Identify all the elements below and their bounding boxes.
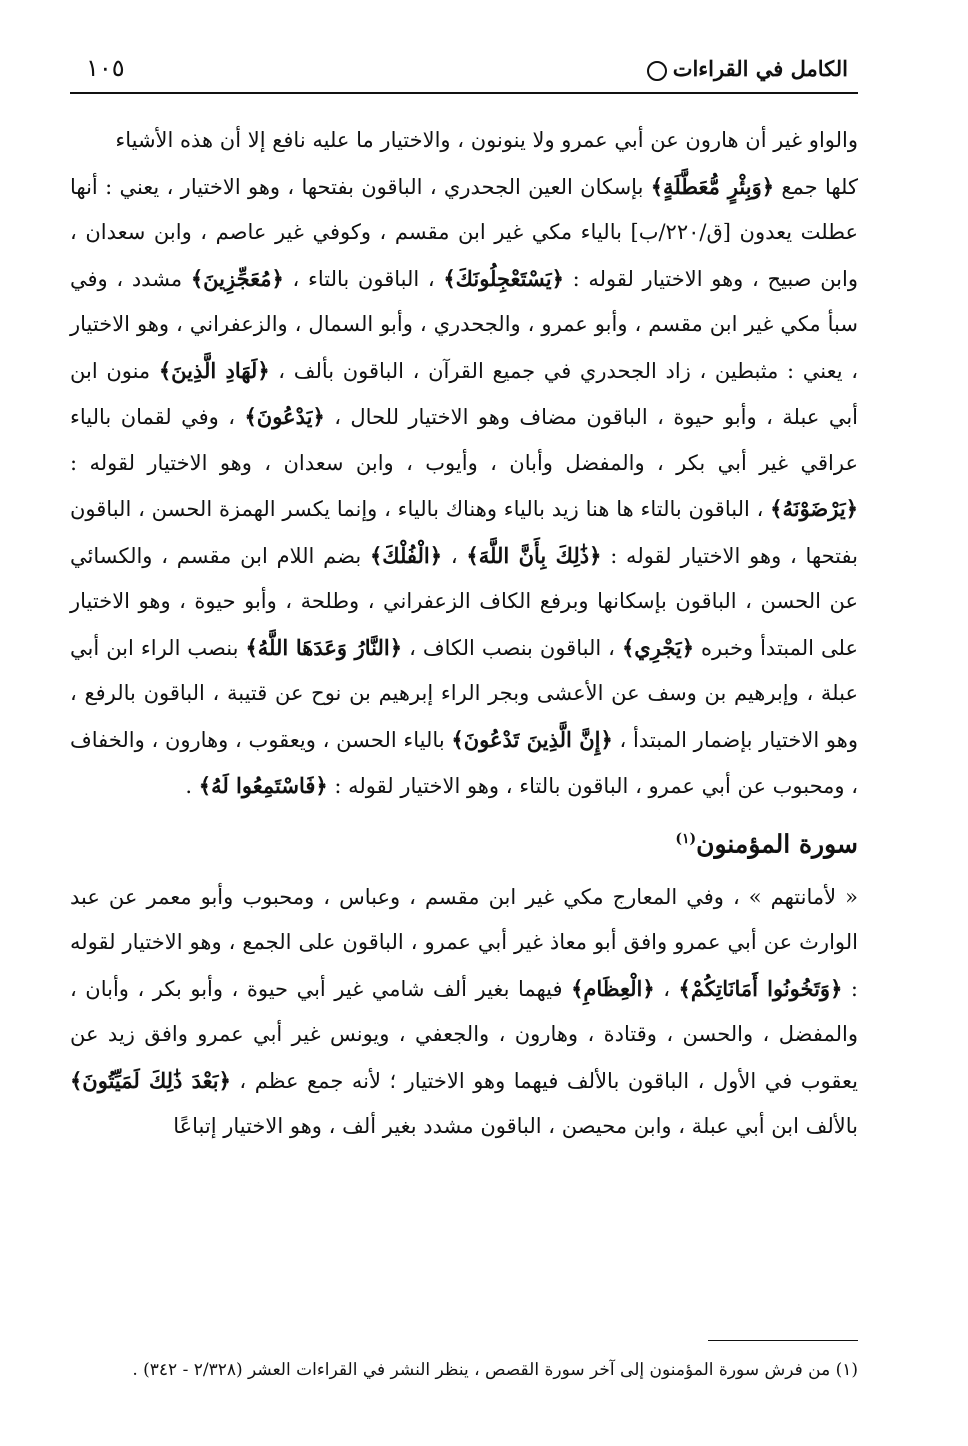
text-run: ، <box>654 976 679 1001</box>
quran-quote: ﴿فَاسْتَمِعُوا لَهُ﴾ <box>198 773 328 798</box>
quran-quote: ﴿بَعْدَ ذَٰلِكَ لَمَيِّتُونَ﴾ <box>70 1067 231 1093</box>
footnote-marker: (١) <box>675 830 697 847</box>
quran-quote: ﴿ذَٰلِكَ بِأَنَّ اللَّهَ﴾ <box>466 542 602 568</box>
quran-quote: ﴿النَّارُ وَعَدَهَا اللَّهُ﴾ <box>245 634 403 660</box>
page <box>70 40 858 1420</box>
quran-quote: ﴿يَدْعُونَ﴾ <box>244 404 325 429</box>
text-run: ، وفي لقمان بالياء عراقي غير أبي بكر ، والمفضل وأبان ، وأيوب ، وابن سعدان ، وهو الاختيار لقوله : <box>70 405 858 475</box>
header-divider <box>70 92 858 94</box>
text-run: ، <box>442 543 467 568</box>
quran-quote: ﴿مُعَجِّزِينَ﴾ <box>190 265 284 291</box>
text-run: ، الباقون بالتاء ها هنا زيد بالياء وهناك بالياء ، وإنما يكسر الهمزة الحسن ، الباقون بفتحها ، وهو الاختيار لقوله : <box>70 497 858 568</box>
quran-quote: ﴿وَتَخُونُوا أَمَانَاتِكُمْ﴾ <box>678 975 843 1001</box>
text-run: ، الباقون بالتاء ، <box>283 266 444 291</box>
paragraph-2 <box>70 875 858 1150</box>
quran-quote: ﴿إِنَّ الَّذِينَ تَدْعُونَ﴾ <box>451 726 613 752</box>
text-run: منون ابن أبي عبلة ، وأبو حيوة ، الباقون مضاف وهو الاختيار للحال ، <box>70 358 858 429</box>
running-title-text: الكامل في القراءات <box>672 56 848 81</box>
text-run: بإسكان العين الجحدري ، الباقون بفتحها ، وهو الاختيار ، يعني : أنها عطلت يعدون [ق/٢٢٠/ب] بالياء مكي غير ابن مقسم ، وكوفي غير عاصم ، وابن سعدان ، وابن صبيح ، وهو الاختيار لقوله : <box>70 174 859 291</box>
text-run: بضم اللام ابن مقسم ، والكسائي عن الحسن ، الباقون بإسكانها وبرفع الكاف الزعفراني ، وطلحة ، وأبو حيوة ، وهو الاختيار على المبتدأ وخبره <box>70 543 859 660</box>
quran-quote: ﴿يَرْضَوْنَهُ﴾ <box>770 496 858 521</box>
text-run: بالألف ابن أبي عبلة ، وابن محيصن ، الباقون مشدد بغير ألف ، وهو الاختيار إتباعًا <box>173 1114 858 1139</box>
quran-quote: ﴿الْفُلْكَ﴾ <box>369 542 443 568</box>
footnote: (١) من فرش سورة المؤمنون إلى آخر سورة القصص ، ينظر النشر في القراءات العشر (٢/٣٢٨ - ٣٤٢) . <box>132 1360 858 1380</box>
text-run: بنصب الراء ابن أبي عبلة ، وإبرهيم بن وسف عن الأعشى وبجر الراء إبرهيم بن نوح عن قتيبة ، الباقون بالرفع ، وهو الاختيار بإضمار المبتدأ ، <box>70 635 858 752</box>
quran-quote: ﴿وَبِئْرٍ مُّعَطَّلَةٍ﴾ <box>650 173 775 199</box>
text-run: . <box>185 774 199 798</box>
circle-ornament-icon <box>647 61 667 81</box>
text-run: مشدد ، وفي سبأ مكي غير ابن مقسم ، وأبو عمرو ، والجحدري ، وأبو السمال ، والزعفراني ، وهو الاختيار ، يعني : مثبطين ، زاد الجحدري في جميع القرآن ، الباقون بألف ، <box>70 266 858 383</box>
page-number: ١٠٥ <box>86 54 125 82</box>
surah-heading <box>70 814 858 869</box>
quran-quote: ﴿لَهَادِ الَّذِينَ﴾ <box>158 357 270 383</box>
text-run: « لأمانتهم » ، وفي المعارج مكي غير ابن مقسم ، وعباس ، ومحبوب وأبو معمر عن عبد الوارث عن أبي عمرو وافق أبو معاذ غير أبي عمرو ، الباقون على الجمع ، وهو الاختيار لقوله : <box>70 884 858 1001</box>
quran-quote: ﴿يَجْرِي﴾ <box>621 634 695 660</box>
running-title <box>647 56 848 81</box>
body-text <box>70 118 858 1150</box>
quran-quote: ﴿الْعِظَامِ﴾ <box>571 975 655 1001</box>
text-run: بالياء الحسن ، ويعقوب ، وهارون ، والخفاف ، ومحبوب عن أبي عمرو ، الباقون بالتاء ، وهو الاختيار لقوله : <box>70 727 858 798</box>
page-header <box>70 50 858 90</box>
text-run: كلها جمع <box>774 174 859 199</box>
surah-title: سورة المؤمنون <box>696 828 858 858</box>
paragraph-1 <box>70 118 858 810</box>
text-run: فيهما بغير ألف شامي غير أبي حيوة ، وأبو بكر ، وأبان ، والمفضل ، والحسن ، وقتادة ، وهارون ، والجعفي ، ويونس غير أبي عمرو وافق زيد عن يعقوب في الأول ، الباقون بالألف فيهما وهو الاختيار ؛ لأنه جمع عظم ، <box>70 976 858 1093</box>
text-run: ، الباقون بنصب الكاف ، <box>402 635 622 660</box>
quran-quote: ﴿يَسْتَعْجِلُونَكَ﴾ <box>443 265 564 291</box>
text-run: والواو غير أن هارون عن أبي عمرو ولا ينونون ، والاختيار ما عليه نافع إلا أن هذه الأشياء <box>115 128 858 152</box>
footnote-divider <box>708 1340 858 1341</box>
